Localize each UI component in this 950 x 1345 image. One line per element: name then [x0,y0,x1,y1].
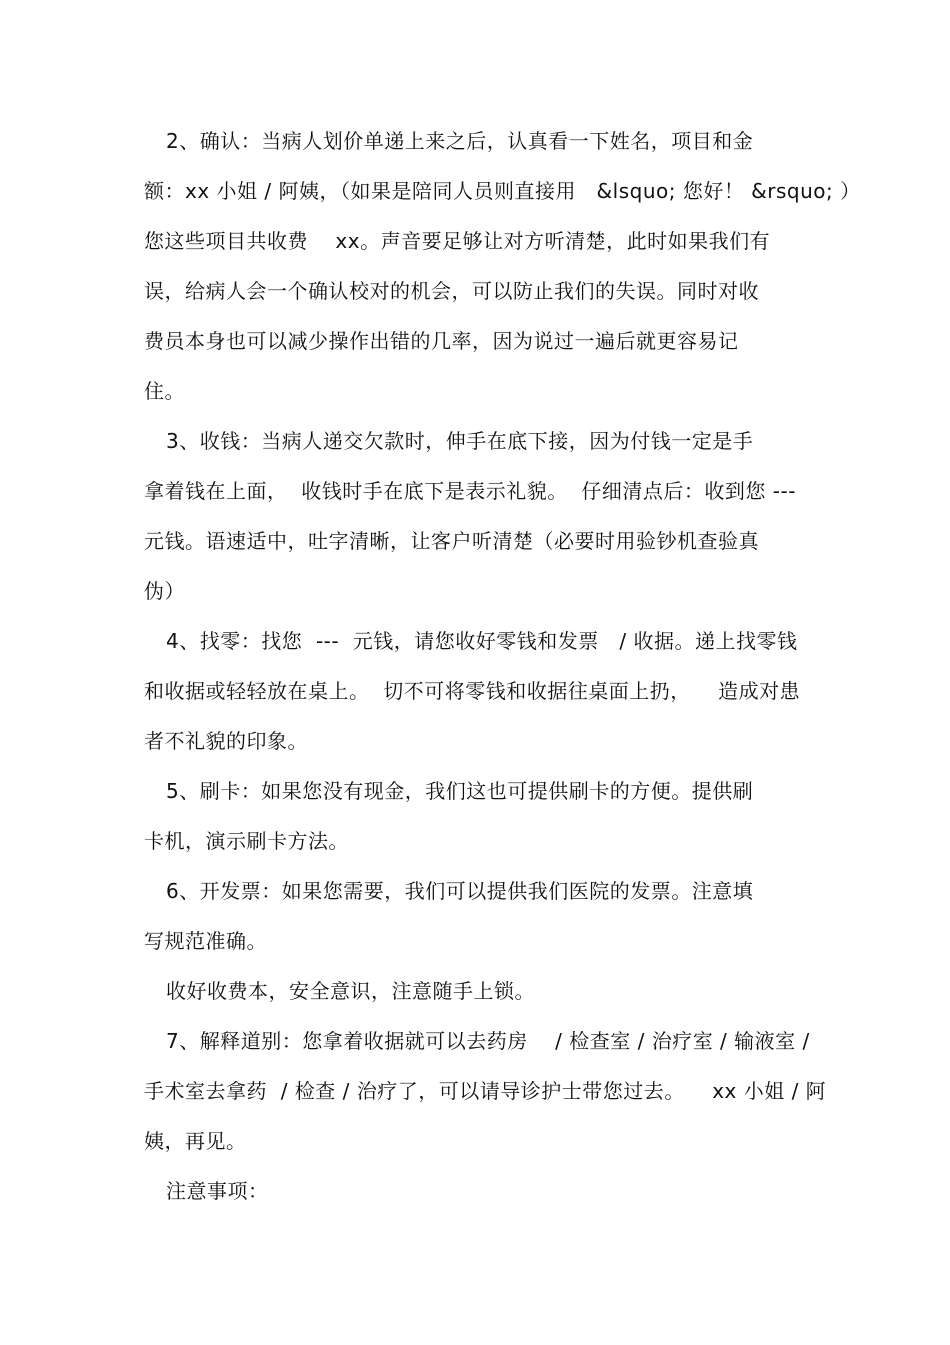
text-line: 额：xx 小姐 / 阿姨，（如果是陪同人员则直接用 &lsquo; 您好！ &rsquo; ） [144,179,861,203]
text-line: 手术室去拿药 / 检查 / 治疗了，可以请导诊护士带您过去。 xx 小姐 / 阿 [144,1079,827,1103]
text-line: 住。 [144,379,185,403]
text-line: 卡机，演示刷卡方法。 [144,829,349,853]
text-line: 姨，再见。 [144,1129,247,1153]
text-line: 写规范准确。 [144,929,267,953]
text-line: 3、收钱：当病人递交欠款时，伸手在底下接，因为付钱一定是手 [166,429,754,453]
text-line: 误，给病人会一个确认校对的机会，可以防止我们的失误。同时对收 [144,279,759,303]
notes-heading: 注意事项： [166,1179,269,1203]
text-line: 7、解释道别：您拿着收据就可以去药房 / 检查室 / 治疗室 / 输液室 / [166,1029,810,1053]
text-line: 元钱。语速适中，吐字清晰，让客户听清楚（必要时用验钞机查验真 [144,529,759,553]
text-line: 您这些项目共收费 xx。声音要足够让对方听清楚，此时如果我们有 [144,229,771,253]
text-line: 伪） [144,579,185,603]
text-line: 费员本身也可以减少操作出错的几率，因为说过一遍后就更容易记 [144,329,739,353]
text-line: 2、确认：当病人划价单递上来之后，认真看一下姓名，项目和金 [166,129,754,153]
text-line: 者不礼貌的印象。 [144,729,308,753]
text-line: 5、刷卡：如果您没有现金，我们这也可提供刷卡的方便。提供刷 [166,779,754,803]
text-line: 和收据或轻轻放在桌上。 切不可将零钱和收据往桌面上扔， 造成对患 [144,679,801,703]
text-line: 6、开发票：如果您需要，我们可以提供我们医院的发票。注意填 [166,879,754,903]
text-line: 拿着钱在上面， 收钱时手在底下是表示礼貌。 仔细清点后：收到您 --- [144,479,796,503]
text-line: 收好收费本，安全意识，注意随手上锁。 [166,979,535,1003]
text-line: 4、找零：找您 --- 元钱，请您收好零钱和发票 / 收据。递上找零钱 [166,629,798,653]
